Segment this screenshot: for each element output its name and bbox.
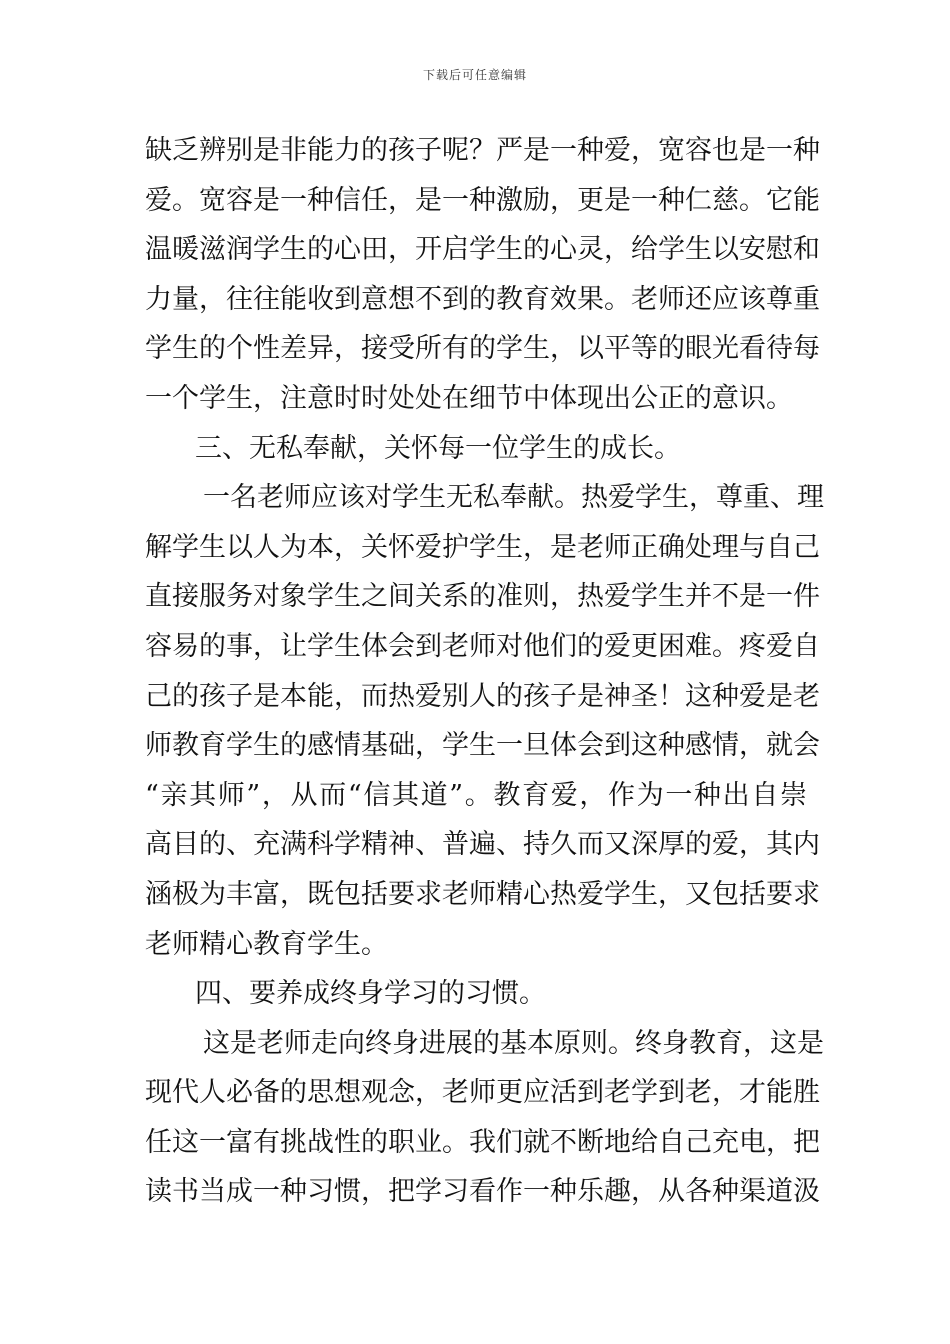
document-body <box>145 126 824 1217</box>
section-heading: 三、无私奉献，关怀每一位学生的成长。 <box>195 432 681 464</box>
text-line: 爱。宽容是一种信任，是一种激励，更是一种仁慈。它能 <box>145 184 820 216</box>
text-line: 这是老师走向终身进展的基本原则。终身教育，这是 <box>203 1027 824 1059</box>
text-line: 高目的、充满科学精神、普遍、持久而又深厚的爱，其内 <box>145 829 820 861</box>
page-header: 下载后可任意编辑 <box>422 68 527 82</box>
text-line: 师教育学生的感情基础，学生一旦体会到这种感情，就会 <box>145 730 820 762</box>
text-line: 缺乏辨别是非能力的孩子呢？严是一种爱，宽容也是一种 <box>145 135 820 166</box>
text-line: 容易的事，让学生体会到老师对他们的爱更困难。疼爱自 <box>145 630 820 662</box>
text-line: 老师精心教育学生。 <box>145 928 388 960</box>
text-line: 己的孩子是本能，而热爱别人的孩子是神圣！这种爱是老 <box>145 680 820 712</box>
text-line: 一个学生，注意时时处处在细节中体现出公正的意识。 <box>145 382 793 414</box>
text-line: 现代人必备的思想观念，老师更应活到老学到老，才能胜 <box>145 1077 820 1109</box>
text-line: 任这一富有挑战性的职业。我们就不断地给自己充电，把 <box>145 1126 820 1158</box>
text-line: 涵极为丰富，既包括要求老师精心热爱学生，又包括要求 <box>145 878 820 910</box>
text-line: 一名老师应该对学生无私奉献。热爱学生，尊重、理 <box>203 482 824 514</box>
text-line: “亲其师”，从而“信其道”。教育爱，作为一种出自崇 <box>145 779 807 811</box>
text-line: 力量，往往能收到意想不到的教育效果。老师还应该尊重 <box>145 283 820 315</box>
text-line: 学生的个性差异，接受所有的学生，以平等的眼光看待每 <box>145 333 820 365</box>
text-line: 温暖滋润学生的心田，开启学生的心灵，给学生以安慰和 <box>145 234 820 266</box>
text-line: 解学生以人为本，关怀爱护学生，是老师正确处理与自己 <box>145 531 820 563</box>
text-line: 读书当成一种习惯，把学习看作一种乐趣，从各种渠道汲 <box>145 1176 820 1208</box>
section-heading: 四、要养成终身学习的习惯。 <box>195 978 546 1010</box>
text-line: 直接服务对象学生之间关系的准则，热爱学生并不是一件 <box>145 581 820 613</box>
